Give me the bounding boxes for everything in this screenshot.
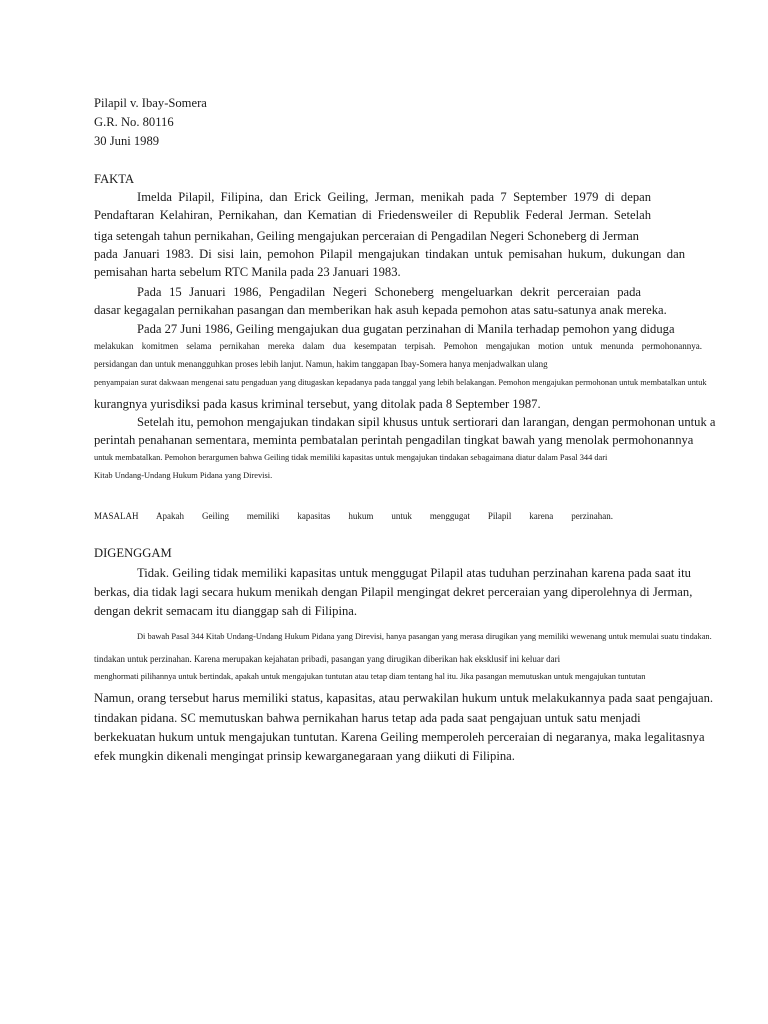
held-line: menghormati pilihannya untuk bertindak, apakah untuk mengajukan tuntutan atau tetap diam tentang hal itu. Jika pasangan memutuskan untuk mengajukan tuntutan <box>94 672 646 681</box>
facts-line: untuk membatalkan. Pemohon berargumen bahwa Geiling tidak memiliki kapasitas untuk mengajukan tindakan sebagaimana diatur dalam Pasal 344 dari <box>94 453 608 462</box>
facts-line: Pendaftaran Kelahiran, Pernikahan, dan Kematian di Friedensweiler di Republik Federal Jerman. Setelah <box>94 208 651 222</box>
held-line: tindakan untuk perzinahan. Karena merupakan kejahatan pribadi, pasangan yang dirugikan diberikan hak eksklusif ini keluar dari <box>94 654 561 664</box>
held-line: Namun, orang tersebut harus memiliki status, kapasitas, atau perwakilan hukum untuk melakukannya pada saat pengajuan. <box>94 691 714 705</box>
held-line: Tidak. Geiling tidak memiliki kapasitas untuk menggugat Pilapil atas tuduhan perzinahan karena pada saat itu <box>137 566 691 580</box>
facts-line: Pada 27 Juni 1986, Geiling mengajukan dua gugatan perzinahan di Manila terhadap pemohon yang diduga <box>137 322 675 336</box>
case-title: Pilapil v. Ibay-Somera <box>94 96 207 110</box>
held-line: Di bawah Pasal 344 Kitab Undang-Undang Hukum Pidana yang Direvisi, hanya pasangan yang merasa dirugikan yang memiliki wewenang untuk memulai suatu tindakan. <box>137 632 712 641</box>
facts-line: pada Januari 1983. Di sisi lain, pemohon Pilapil mengajukan tindakan untuk pemisahan hukum, dukungan dan <box>94 247 685 261</box>
held-line: berkas, dia tidak lagi secara hukum menikah dengan Pilapil mengingat dekret perceraian yang diperolehnya di Jerman, <box>94 585 693 599</box>
facts-line: melakukan komitmen selama pernikahan mereka dalam dua kesempatan terpisah. Pemohon mengajukan motion untuk menunda permohonannya. <box>94 341 702 351</box>
facts-line: persidangan dan untuk menangguhkan proses lebih lanjut. Namun, hakim tanggapan Ibay-Somera hanya menjadwalkan ulang <box>94 359 548 369</box>
issue-line: MASALAH Apakah Geiling memiliki kapasitas hukum untuk menggugat Pilapil karena perzinahan. <box>94 511 613 521</box>
facts-heading: FAKTA <box>94 172 135 186</box>
case-date: 30 Juni 1989 <box>94 134 160 148</box>
held-line: dengan dekrit semacam itu dianggap sah di Filipina. <box>94 604 358 618</box>
facts-line: kurangnya yurisdiksi pada kasus kriminal tersebut, yang ditolak pada 8 September 1987. <box>94 397 541 411</box>
facts-line: Setelah itu, pemohon mengajukan tindakan sipil khusus untuk sertiorari dan larangan, dengan permohonan untuk a <box>137 415 716 429</box>
facts-line: Pada 15 Januari 1986, Pengadilan Negeri Schoneberg mengeluarkan dekrit perceraian pada <box>137 285 641 299</box>
facts-line: dasar kegagalan pernikahan pasangan dan memberikan hak asuh kepada pemohon atas satu-satunya anak mereka. <box>94 303 667 317</box>
facts-line: Imelda Pilapil, Filipina, dan Erick Geiling, Jerman, menikah pada 7 September 1979 di depan <box>137 190 651 204</box>
facts-line: tiga setengah tahun pernikahan, Geiling mengajukan perceraian di Pengadilan Negeri Schoneberg di Jerman <box>94 229 639 243</box>
held-line: berkekuatan hukum untuk mengajukan tuntutan. Karena Geiling memperoleh perceraian di negaranya, maka legalitasnya <box>94 730 705 744</box>
held-heading: DIGENGGAM <box>94 546 172 560</box>
case-number: G.R. No. 80116 <box>94 115 174 129</box>
facts-line: pemisahan harta sebelum RTC Manila pada 23 Januari 1983. <box>94 265 401 279</box>
held-line: tindakan pidana. SC memutuskan bahwa pernikahan harus tetap ada pada saat pengajuan untuk satu menjadi <box>94 711 641 725</box>
facts-line: perintah penahanan sementara, meminta pembatalan perintah pengadilan tingkat bawah yang menolak permohonannya <box>94 433 694 447</box>
facts-line: Kitab Undang-Undang Hukum Pidana yang Direvisi. <box>94 471 273 480</box>
facts-line: penyampaian surat dakwaan mengenai satu pengaduan yang ditugaskan kepadanya pada tanggal yang lebih belakangan. Pemohon mengajukan permohonan untuk membatalkan untuk <box>94 378 707 387</box>
held-line: efek mungkin dikenali mengingat prinsip kewarganegaraan yang diikuti di Filipina. <box>94 749 515 763</box>
